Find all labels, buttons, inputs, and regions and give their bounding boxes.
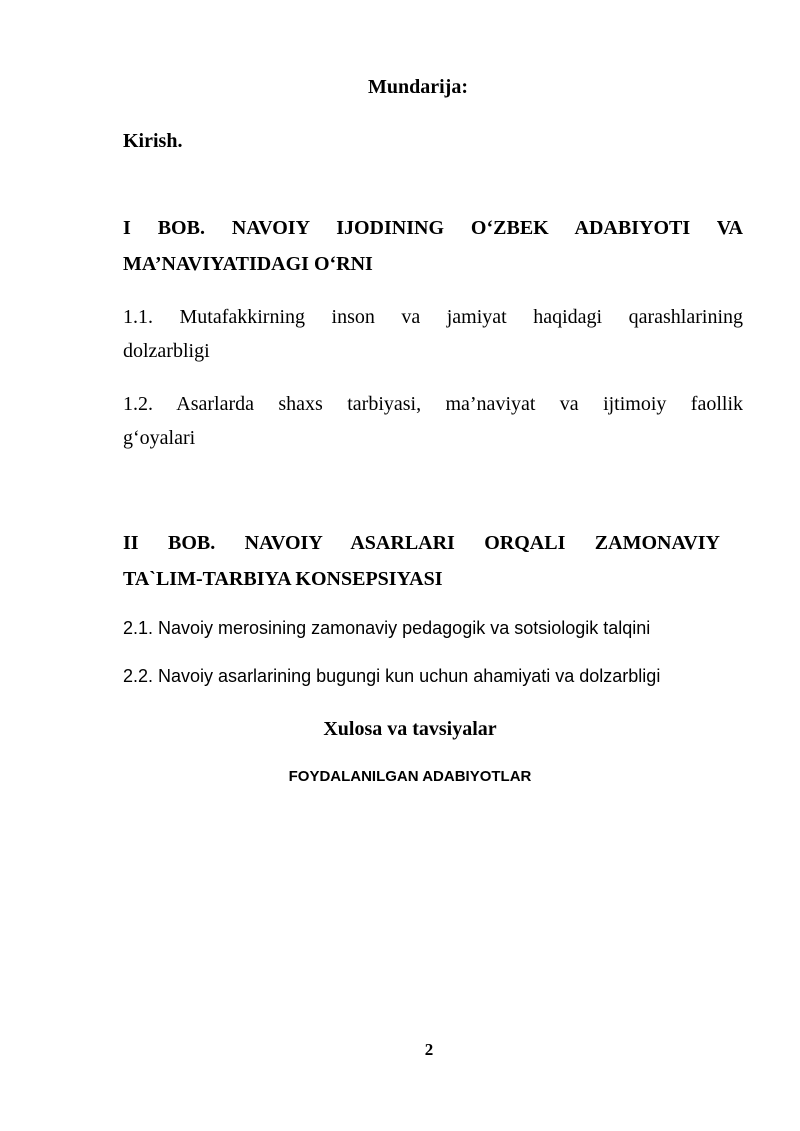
references-entry: FOYDALANILGAN ADABIYOTLAR	[288, 768, 532, 785]
section-1-2	[123, 387, 743, 455]
conclusion-entry: Xulosa va tavsiyalar	[323, 718, 497, 740]
section-2-1: 2.1. Navoiy merosining zamonaviy pedagogik va sotsiologik talqini	[123, 618, 651, 638]
chapter-2-heading-line1: II BOB. NAVOIY ASARLARI ORQALI ZAMONAVIY	[123, 532, 720, 554]
section-2-2: 2.2. Navoiy asarlarining bugungi kun uchun ahamiyati va dolzarbligi	[123, 666, 661, 686]
chapter-1-heading-line1: I BOB. NAVOIY IJODINING O‘ZBEK ADABIYOTI VA	[123, 217, 743, 239]
page-number: 2	[424, 1040, 434, 1059]
intro-entry: Kirish.	[123, 130, 183, 152]
chapter-1-heading	[123, 210, 743, 282]
section-1-1-line1: 1.1. Mutafakkirning inson va jamiyat haqidagi qarashlarining	[123, 306, 743, 328]
section-1-2-line2: g‘oyalari	[123, 427, 196, 449]
section-1-1	[123, 300, 743, 368]
chapter-2-heading-line2: TA`LIM-TARBIYA KONSEPSIYASI	[123, 568, 443, 590]
section-1-1-line2: dolzarbligi	[123, 340, 210, 362]
contents-title: Mundarija:	[368, 76, 468, 98]
chapter-2-heading	[123, 525, 720, 597]
chapter-1-heading-line2: MA’NAVIYATIDAGI O‘RNI	[123, 253, 373, 275]
section-1-2-line1: 1.2. Asarlarda shaxs tarbiyasi, ma’naviyat va ijtimoiy faollik	[123, 393, 743, 415]
